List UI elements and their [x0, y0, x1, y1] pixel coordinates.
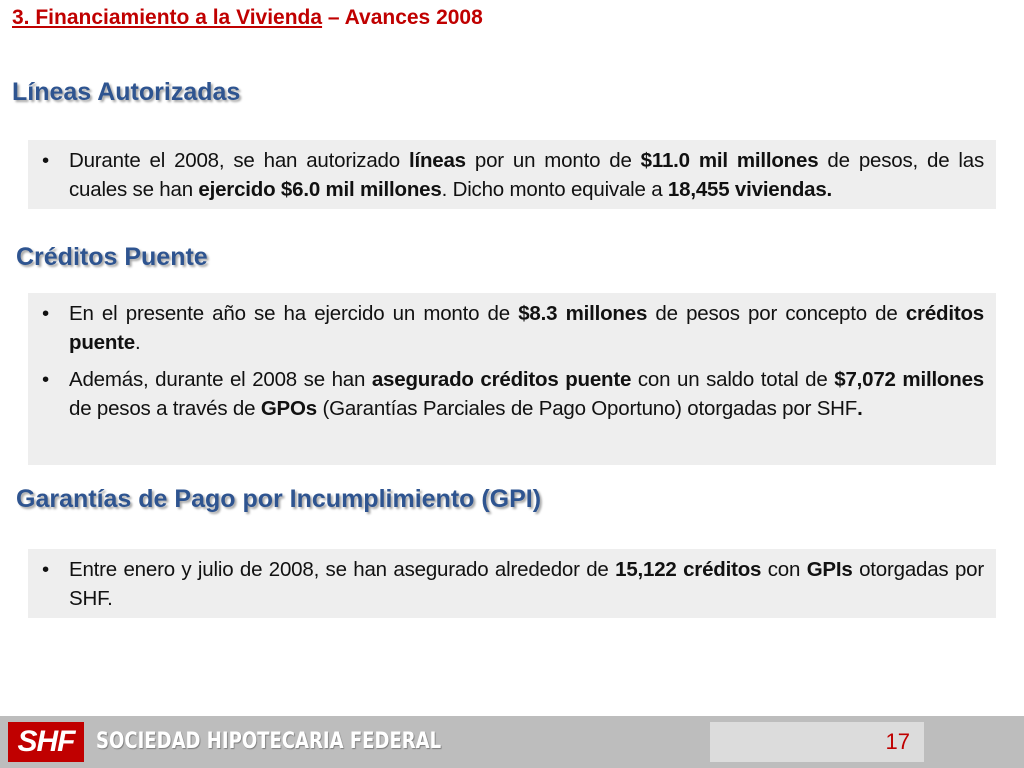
bullet-item: • Entre enero y julio de 2008, se han asegurado alrededor de 15,122 créditos con GPIs otorgadas por SHF. [42, 555, 984, 613]
section-panel-gpi [28, 549, 996, 618]
page-number-box [710, 722, 924, 762]
shf-logo: SHF [8, 722, 84, 762]
slide-title [12, 6, 483, 30]
section-panel-creditos [28, 293, 996, 465]
organization-name: SOCIEDAD HIPOTECARIA FEDERAL [96, 729, 442, 754]
bullet-item: • Además, durante el 2008 se han asegurado créditos puente con un saldo total de $7,072 millones de pesos a través de GPOs (Garantías Parciales de Pago Oportuno) otorgadas por SHF. [42, 365, 984, 423]
footer-bar [0, 716, 1024, 768]
section-heading-gpi: Garantías de Pago por Incumplimiento (GPI) [16, 485, 542, 513]
bullet-item: • En el presente año se ha ejercido un monto de $8.3 millones de pesos por concepto de créditos puente. [42, 299, 984, 357]
slide-title-suffix: – Avances 2008 [322, 6, 483, 29]
bullet-item: • Durante el 2008, se han autorizado líneas por un monto de $11.0 mil millones de pesos, de las cuales se han ejercido $6.0 mil millones. Dicho monto equivale a 18,455 viviendas. [42, 146, 984, 204]
slide-title-main: 3. Financiamiento a la Vivienda [12, 6, 323, 29]
page-number: 17 [885, 729, 910, 754]
section-heading-creditos: Créditos Puente [16, 243, 208, 271]
section-panel-lineas [28, 140, 996, 209]
section-heading-lineas: Líneas Autorizadas [12, 78, 241, 106]
